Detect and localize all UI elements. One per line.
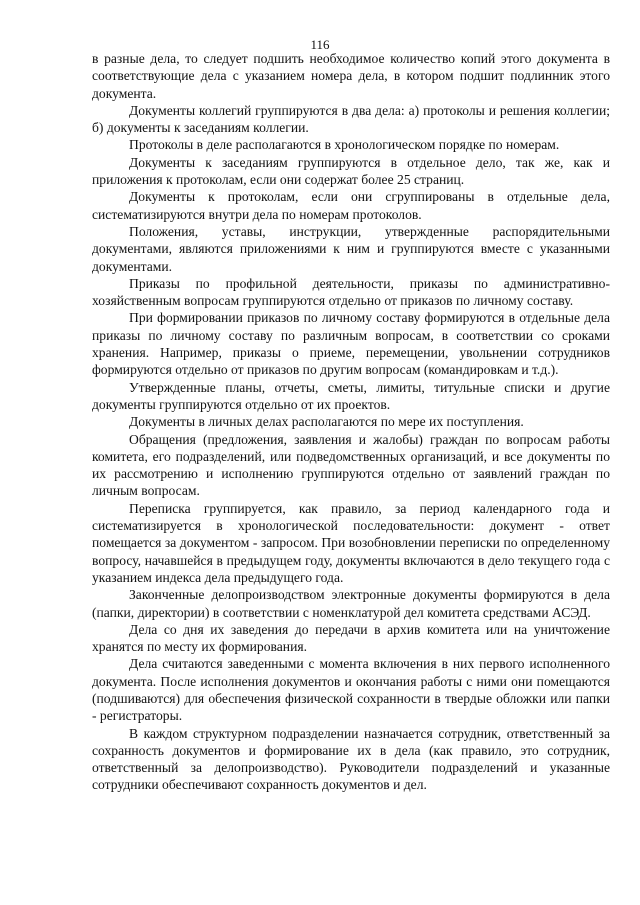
paragraph-file-creation: Дела считаются заведенными с момента включения в них первого исполненного документа. После исполнения документов и окончания работы с ними они помещаются (подшиваются) для обеспечения физической сохранности в твердые обложки или папки - регистраторы. bbox=[92, 656, 610, 724]
paragraph-continued: в разные дела, то следует подшить необходимое количество копий этого документа в соответствующие дела с указанием номера дела, в котором подшит подлинник этого документа. bbox=[92, 51, 610, 101]
paragraph-orders: Приказы по профильной деятельности, приказы по административно-хозяйственным вопросам группируются отдельно от приказов по личному составу. bbox=[92, 275, 610, 309]
paragraph-personal-files: Документы в личных делах располагаются по мере их поступления. bbox=[129, 414, 524, 430]
paragraph-protocol-documents: Документы к протоколам, если они сгруппированы в отдельные дела, систематизируются внутри дела по номерам протоколов. bbox=[92, 189, 610, 222]
paragraph-meeting-documents: Документы к заседаниям группируются в отдельное дело, так же, как и приложения к протоколам, если они содержат более 25 страниц. bbox=[92, 154, 610, 188]
page-body bbox=[92, 50, 610, 794]
paragraph-plans-reports: Утвержденные планы, отчеты, сметы, лимиты, титульные списки и другие документы группируются отдельно от их проектов. bbox=[92, 379, 610, 412]
paragraph-personnel-orders: При формировании приказов по личному составу формируются в отдельные дела приказы по личному составу по различным вопросам, в соответствии со сроками хранения. Например, приказы о приеме, перемещении, увольнении сотрудников формируются отдельно от приказов по другим вопросам (командировкам и т.д.). bbox=[92, 310, 610, 378]
page-number: 116 bbox=[310, 37, 330, 52]
paragraph-responsible-staff: В каждом структурном подразделении назначается сотрудник, ответственный за сохранность документов и формирование их в дела (как правило, это сотрудник, ответственный за делопроизводство). Руководители подразделений и указанные сотрудники обеспечивают сохранность документов и дел. bbox=[92, 725, 610, 793]
paragraph-electronic-documents: Законченные делопроизводством электронные документы формируются в дела (папки, директории) в соответствии с номенклатурой дел комитета средствами АСЭД. bbox=[92, 587, 610, 620]
paragraph-citizen-appeals: Обращения (предложения, заявления и жалобы) граждан по вопросам работы комитета, его подразделений, или подведомственных организаций, и все документы по их рассмотрению и исполнению группируются отдельно от заявлений граждан по личным вопросам. bbox=[92, 431, 610, 499]
paragraph-protocols-order: Протоколы в деле располагаются в хронологическом порядке по номерам. bbox=[129, 137, 560, 153]
paragraph-file-storage: Дела со дня их заведения до передачи в архив комитета или на уничтожение хранятся по месту их формирования. bbox=[92, 621, 610, 655]
paragraph-collegium-files: Документы коллегий группируются в два дела: а) протоколы и решения коллегии; б) документы к заседаниям коллегии. bbox=[92, 102, 610, 136]
paragraph-regulations: Положения, уставы, инструкции, утвержденные распорядительными документами, являются приложениями к ним и группируются вместе с указанными документами. bbox=[92, 223, 610, 274]
paragraph-correspondence: Переписка группируется, как правило, за период календарного года и систематизируется в хронологической последовательности: документ - ответ помещается за документом - запросом. При возобновлении переписки по определенному вопросу, начавшейся в предыдущем году, документы включаются в дело текущего года с указанием индекса дела предыдущего года. bbox=[92, 500, 610, 585]
